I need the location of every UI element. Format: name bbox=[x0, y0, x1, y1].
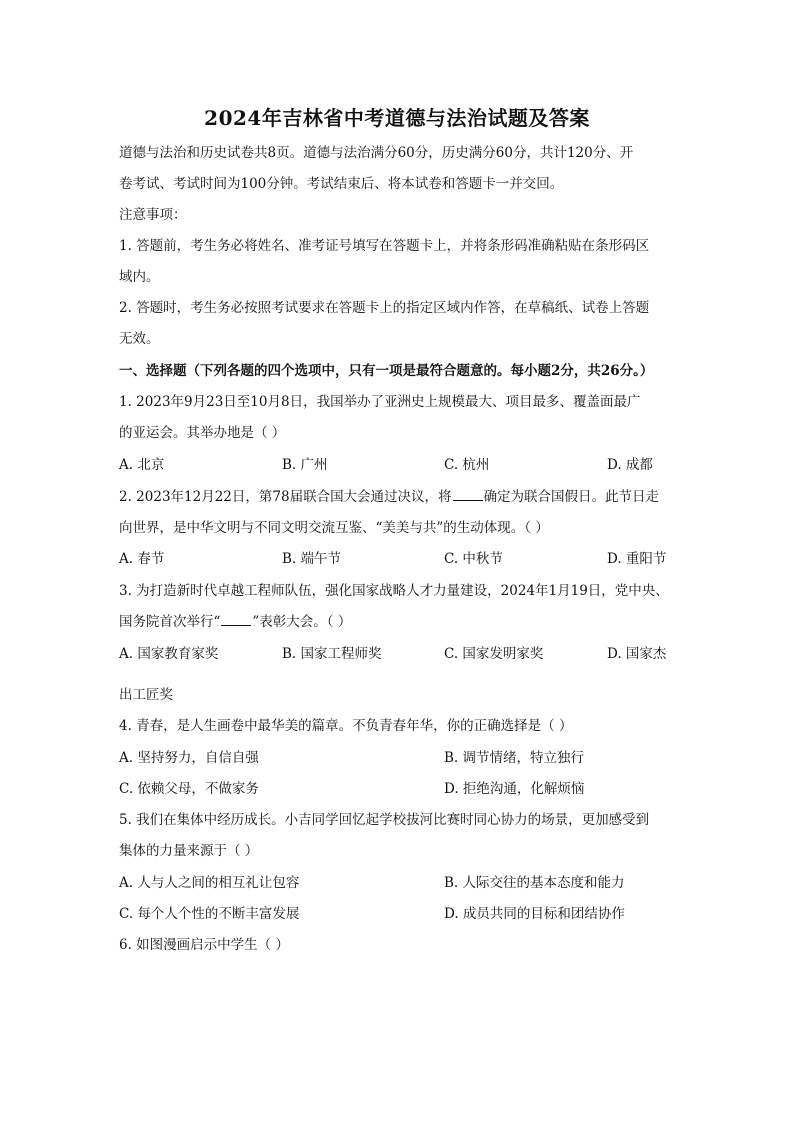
q4-option-a: A. 坚持努力，自信自强 bbox=[119, 750, 259, 766]
q2-stem-pre: 2. 2023年12月22日，第78届联合国大会通过决议，将 bbox=[119, 489, 452, 505]
q3-option-d: D. 国家杰 bbox=[607, 646, 667, 662]
q3-option-d-continued: 出工匠奖 bbox=[119, 687, 173, 703]
q2-option-d: D. 重阳节 bbox=[607, 551, 667, 567]
q4-stem-line-1: 4. 青春，是人生画卷中最华美的篇章。不负青春年华，你的正确选择是（ ） bbox=[119, 718, 573, 734]
q2-option-c: C. 中秋节 bbox=[444, 551, 503, 567]
q3-answer-blank bbox=[221, 613, 251, 626]
q4-option-c: C. 依赖父母，不做家务 bbox=[119, 781, 259, 797]
page-title: 2024年吉林省中考道德与法治试题及答案 bbox=[204, 106, 590, 130]
q4-option-d: D. 拒绝沟通，化解烦恼 bbox=[444, 781, 585, 797]
q2-stem-line-1 bbox=[119, 487, 659, 507]
section-heading: 一、选择题（下列各题的四个选项中，只有一项是最符合题意的。每小题2分，共26分。） bbox=[119, 363, 654, 379]
q5-option-a: A. 人与人之间的相互礼让包容 bbox=[119, 875, 300, 891]
note-2-line-2: 无效。 bbox=[119, 331, 160, 347]
q5-option-c: C. 每个人个性的不断丰富发展 bbox=[119, 906, 300, 922]
q2-option-b: B. 端午节 bbox=[282, 551, 342, 567]
q2-answer-blank bbox=[453, 488, 483, 501]
q1-option-b: B. 广州 bbox=[282, 457, 328, 473]
q3-option-b: B. 国家工程师奖 bbox=[282, 646, 382, 662]
q3-stem-line-1: 3. 为打造新时代卓越工程师队伍，强化国家战略人才力量建设，2024年1月19日，党中央、 bbox=[119, 583, 669, 599]
q6-stem-line-1: 6. 如图漫画启示中学生（ ） bbox=[119, 937, 289, 953]
q4-option-b: B. 调节情绪，特立独行 bbox=[444, 750, 585, 766]
intro-line-2: 卷考试、考试时间为100分钟。考试结束后、将本试卷和答题卡一并交回。 bbox=[119, 176, 564, 192]
q2-stem-line-2: 向世界，是中华文明与不同文明交流互鉴、“美美与共”的生动体现。（ ） bbox=[119, 520, 549, 536]
q3-stem-post: ”表彰大会。（ ） bbox=[252, 614, 352, 630]
q3-option-c: C. 国家发明家奖 bbox=[444, 646, 544, 662]
q3-stem-line-2 bbox=[119, 612, 351, 632]
q5-option-b: B. 人际交往的基本态度和能力 bbox=[444, 875, 625, 891]
note-1-line-1: 1. 答题前，考生务必将姓名、准考证号填写在答题卡上，并将条形码准确粘贴在条形码区 bbox=[119, 238, 650, 254]
q1-stem-line-2: 的亚运会。其举办地是（ ） bbox=[119, 425, 286, 441]
q1-stem-line-1: 1. 2023年9月23日至10月8日，我国举办了亚洲史上规模最大、项目最多、覆盖面最广 bbox=[119, 394, 641, 410]
q2-option-a: A. 春节 bbox=[119, 551, 165, 567]
q1-option-a: A. 北京 bbox=[119, 457, 165, 473]
note-1-line-2: 域内。 bbox=[119, 269, 160, 285]
note-2-line-1: 2. 答题时，考生务必按照考试要求在答题卡上的指定区域内作答，在草稿纸、试卷上答题 bbox=[119, 300, 650, 316]
q5-stem-line-2: 集体的力量来源于（ ） bbox=[119, 843, 259, 859]
intro-line-1: 道德与法治和历史试卷共8页。道德与法治满分60分，历史满分60分，共计120分、开 bbox=[119, 145, 634, 161]
q1-option-d: D. 成都 bbox=[607, 457, 653, 473]
q3-stem-pre: 国务院首次举行“ bbox=[119, 614, 221, 630]
notes-heading: 注意事项： bbox=[119, 207, 187, 223]
q5-stem-line-1: 5. 我们在集体中经历成长。小吉同学回忆起学校拔河比赛时同心协力的场景，更加感受到 bbox=[119, 812, 650, 828]
q1-option-c: C. 杭州 bbox=[444, 457, 490, 473]
q2-stem-post: 确定为联合国假日。此节日走 bbox=[483, 489, 660, 505]
q5-option-d: D. 成员共同的目标和团结协作 bbox=[444, 906, 625, 922]
q3-option-a: A. 国家教育家奖 bbox=[119, 646, 219, 662]
